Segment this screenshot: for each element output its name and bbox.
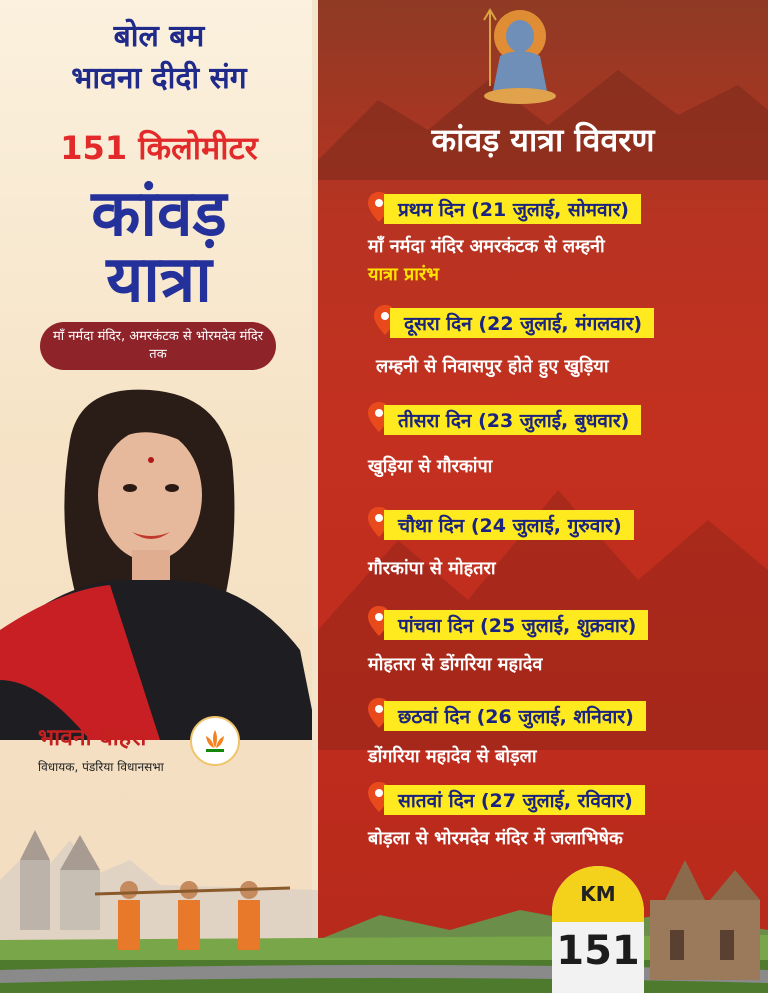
party-logo xyxy=(190,716,240,766)
km-unit: KM xyxy=(552,866,644,922)
day-4-desc: गौरकांपा से मोहतरा xyxy=(368,558,496,579)
person-info xyxy=(38,720,164,775)
day-1-desc: माँ नर्मदा मंदिर अमरकंटक से लम्हनी xyxy=(368,236,605,257)
day-1-label: प्रथम दिन (21 जुलाई, सोमवार) xyxy=(384,194,641,224)
person-role: विधायक, पंडरिया विधानसभा xyxy=(38,760,164,774)
route-pill: माँ नर्मदा मंदिर, अमरकंटक से भोरमदेव मंदिर तक xyxy=(40,322,276,370)
shiva-illustration xyxy=(470,6,570,106)
portrait-image xyxy=(0,380,318,740)
day-3-label: तीसरा दिन (23 जुलाई, बुधवार) xyxy=(384,405,641,435)
day-7-desc: बोड़ला से भोरमदेव मंदिर में जलाभिषेक xyxy=(368,828,623,849)
km-milestone xyxy=(552,866,644,993)
title-line-1: बोल बम xyxy=(113,19,205,54)
itinerary-heading: कांवड़ यात्रा विवरण xyxy=(431,121,655,159)
day-5-desc: मोहतरा से डोंगरिया महादेव xyxy=(368,654,543,675)
day-3-desc: खुड़िया से गौरकांपा xyxy=(368,456,493,477)
yatra-title: यात्रा xyxy=(106,243,212,317)
day-6-desc: डोंगरिया महादेव से बोड़ला xyxy=(368,746,537,767)
day-6-label: छठवां दिन (26 जुलाई, शनिवार) xyxy=(384,701,646,731)
km-value: 151 xyxy=(556,928,640,974)
day-2-label: दूसरा दिन (22 जुलाई, मंगलवार) xyxy=(390,308,654,338)
kanwar-title: कांवड़ xyxy=(91,177,227,251)
day-1-desc-extra xyxy=(368,262,439,286)
lotus-icon xyxy=(198,724,232,758)
person-name: भावना बोहरा xyxy=(38,725,147,751)
day-7-label: सातवां दिन (27 जुलाई, रविवार) xyxy=(384,785,645,815)
day-5-label: पांचवा दिन (25 जुलाई, शुक्रवार) xyxy=(384,610,648,640)
bottom-scene-illustration xyxy=(0,820,768,993)
day-4-label: चौथा दिन (24 जुलाई, गुरुवार) xyxy=(384,510,634,540)
distance-title: 151 किलोमीटर xyxy=(60,129,258,167)
journey-start-text: यात्रा प्रारंभ xyxy=(368,264,439,285)
day-2-desc: लम्हनी से निवासपुर होते हुए खुड़िया xyxy=(376,356,609,377)
title-line-2: भावना दीदी संग xyxy=(71,61,247,96)
